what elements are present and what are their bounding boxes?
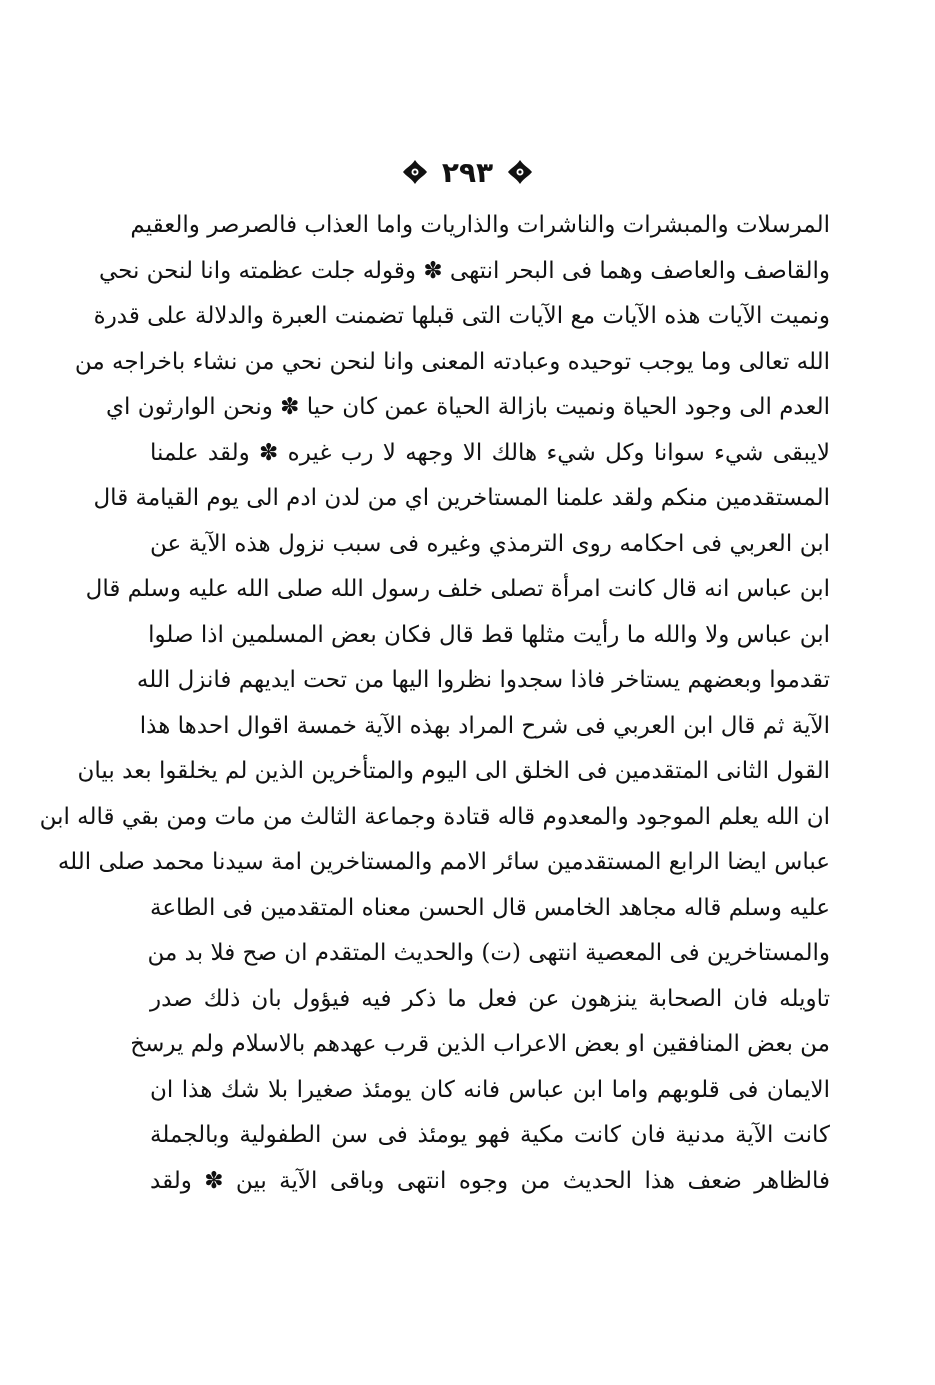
page-header (0, 150, 935, 194)
text-line: ابن عباس انه قال كانت امرأة تصلى خلف رسول الله صلى الله عليه وسلم قال (85, 576, 830, 602)
text-line: الآية ثم قال ابن العربي فى شرح المراد بهذه الآية خمسة اقوال احدها هذا (139, 712, 830, 739)
text-line: فالظاهر ضعف هذا الحديث من وجوه انتهى وباقى الآية بين ✽ ولقد (150, 1167, 830, 1194)
text-line: ونميت الآيات هذه الآيات مع الآيات التى قبلها تضمنت العبرة والدلالة على قدرة (93, 303, 830, 329)
text-line: والمستاخرين فى المعصية انتهى (ت) والحديث المتقدم ان صح فلا بد من (147, 940, 830, 966)
text-line: الايمان فى قلوبهم واما ابن عباس فانه كان يومئذ صغيرا بلا شك هذا ان (150, 1076, 830, 1103)
text-line: عليه وسلم قاله مجاهد الخامس قال الحسن معناه المتقدمين فى الطاعة (150, 894, 830, 921)
text-line: تاويله فان الصحابة ينزهون عن فعل ما ذكر فيه فيؤول بان ذلك صدر (150, 985, 830, 1012)
text-line: تقدموا وبعضهم يستاخر فاذا سجدوا نظروا اليها من تحت ايديهم فانزل الله (136, 667, 830, 693)
text-line: لايبقى شيء سوانا وكل شيء هالك الا وجهه لا رب غيره ✽ ولقد علمنا (150, 439, 830, 466)
text-line: عباس ايضا الرابع المستقدمين سائر الامم والمستاخرين امة سيدنا محمد صلى الله (57, 849, 830, 875)
text-line: كانت الآية مدنية فان كانت مكية فهو يومئذ فى سن الطفولية وبالجملة (150, 1122, 830, 1148)
text-line: من بعض المنافقين او بعض الاعراب الذين قرب عهدهم بالاسلام ولم يرسخ (130, 1031, 830, 1057)
text-line: المرسلات والمبشرات والناشرات والذاريات واما العذاب فالصرصر والعقيم (130, 212, 830, 238)
text-line: ابن عباس ولا والله ما رأيت مثلها قط قال فكان بعض المسلمين اذا صلوا (148, 621, 830, 648)
text-line: المستقدمين منكم ولقد علمنا المستاخرين اي من لدن ادم الى يوم القيامة قال (93, 485, 830, 511)
text-line: الله تعالى وما يوجب توحيده وعبادته المعنى وانا لنحن نحي من نشاء باخراجه من (74, 348, 830, 375)
ornament-icon (402, 159, 428, 185)
text-line: العدم الى وجود الحياة ونميت بازالة الحياة عمن كان حيا ✽ ونحن الوارثون اي (106, 394, 830, 420)
page-number: ٢٩٣ (441, 155, 494, 189)
text-line: ابن العربي فى احكامه روى الترمذي وغيره فى سبب نزول هذه الآية عن (150, 530, 830, 557)
ornament-icon (507, 159, 533, 185)
text-line: والقاصف والعاصف وهما فى البحر انتهى ✽ وقوله جلت عظمته وانا لنحن نحي (98, 257, 830, 284)
page-body (39, 203, 830, 1204)
text-line: ان الله يعلم الموجود والمعدوم قاله قتادة وجماعة الثالث من مات ومن بقي قاله ابن (39, 803, 830, 830)
text-line: القول الثانى المتقدمين فى الخلق الى اليوم والمتأخرين الذين لم يخلقوا بعد بيان (77, 758, 830, 784)
